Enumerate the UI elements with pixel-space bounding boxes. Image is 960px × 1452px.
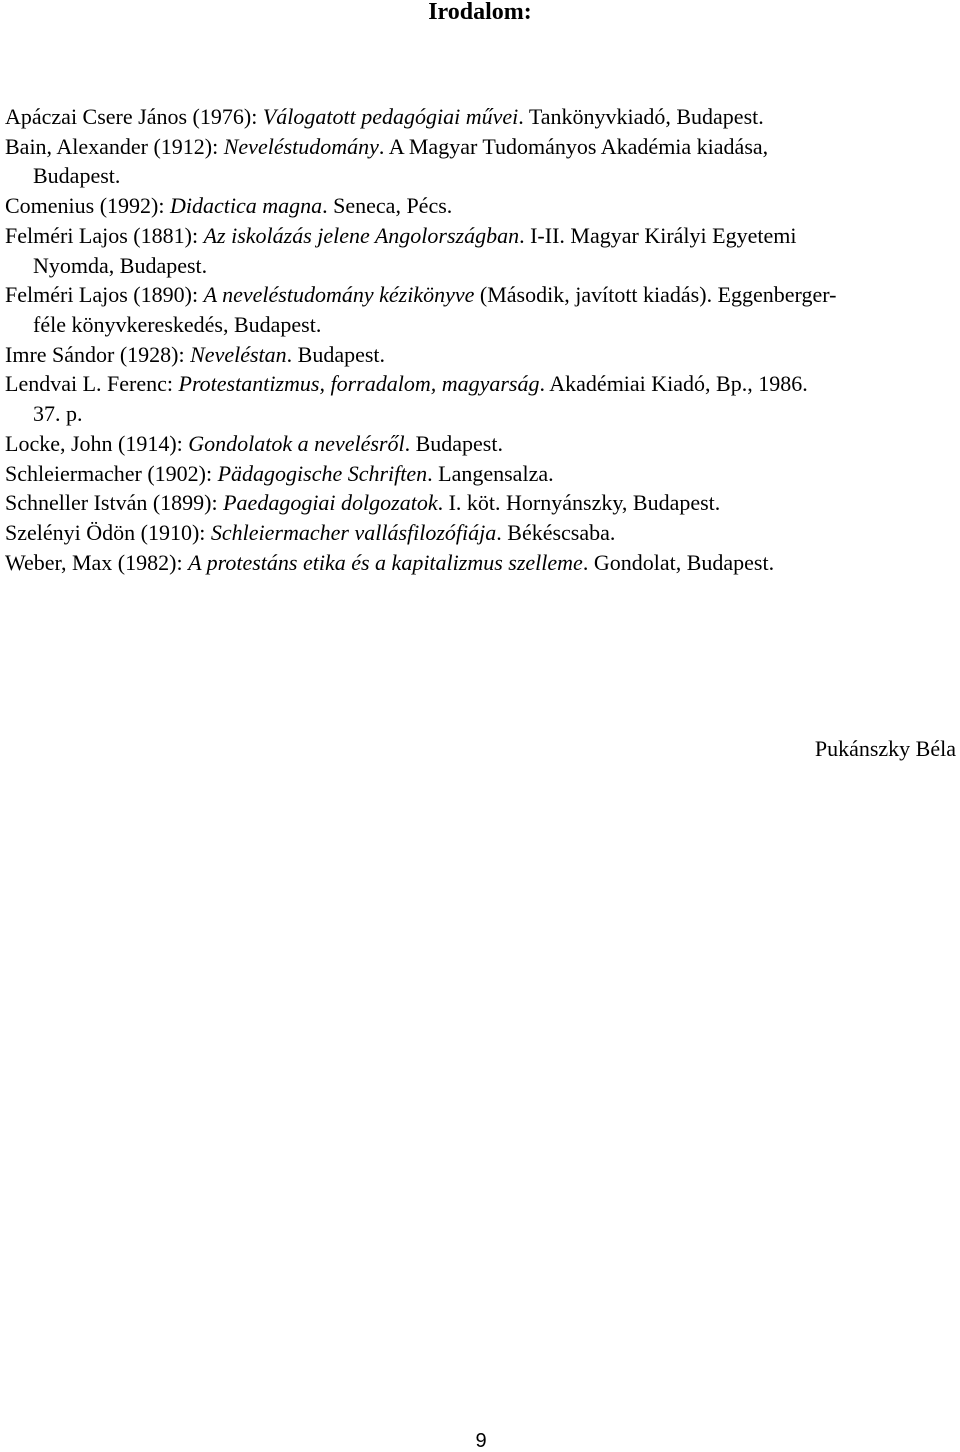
reference-entry — [5, 548, 955, 578]
reference-text: . Gondolat, Budapest. — [582, 549, 775, 575]
reference-text: . I. köt. Hornyánszky, Budapest. — [437, 490, 721, 516]
reference-entry — [5, 102, 955, 132]
reference-title: Schleiermacher vallásfilozófiája — [210, 520, 497, 546]
reference-title: A neveléstudomány kézikönyve — [203, 282, 475, 308]
reference-line — [5, 399, 955, 429]
reference-text: 37. p. — [33, 401, 83, 427]
reference-line — [5, 221, 955, 251]
reference-title: A protestáns etika és a kapitalizmus szelleme — [188, 549, 583, 575]
reference-title: Didactica magna — [170, 193, 323, 219]
reference-text: Schleiermacher (1902): — [5, 460, 218, 486]
reference-entry — [5, 280, 955, 339]
reference-text: Felméri Lajos (1890): — [5, 282, 204, 308]
reference-text: Bain, Alexander (1912): — [5, 133, 224, 159]
reference-text: . Akadémiai Kiadó, Bp., 1986. — [539, 371, 808, 397]
reference-entry — [5, 488, 955, 518]
reference-title: Protestantizmus, forradalom, magyarság — [178, 371, 540, 397]
reference-line — [5, 429, 955, 459]
reference-text: . Langensalza. — [427, 460, 554, 486]
reference-line — [5, 280, 955, 310]
reference-line — [5, 191, 955, 221]
reference-title: Gondolatok a nevelésről — [188, 430, 405, 456]
reference-line — [5, 459, 955, 489]
reference-text: féle könyvkereskedés, Budapest. — [33, 312, 322, 338]
reference-entry — [5, 132, 955, 191]
reference-text: Lendvai L. Ferenc: — [5, 371, 179, 397]
reference-text: Szelényi Ödön (1910): — [5, 520, 211, 546]
reference-entry — [5, 369, 955, 428]
reference-entry — [5, 221, 955, 280]
reference-line — [5, 251, 955, 281]
reference-text: Budapest. — [33, 163, 121, 189]
reference-title: Pädagogische Schriften — [217, 460, 428, 486]
reference-text: (Második, javított kiadás). Eggenberger- — [474, 282, 837, 308]
reference-text: . Budapest. — [286, 341, 386, 367]
reference-entry — [5, 340, 955, 370]
reference-text: . Budapest. — [404, 430, 503, 456]
reference-text: . Békéscsaba. — [496, 520, 616, 546]
reference-text: Felméri Lajos (1881): — [5, 222, 204, 248]
reference-title: Neveléstudomány — [223, 133, 379, 159]
page-number: 9 — [475, 1430, 487, 1452]
reference-line — [5, 488, 955, 518]
author-signature: Pukánszky Béla — [814, 736, 956, 761]
reference-text: Weber, Max (1982): — [5, 549, 189, 575]
reference-text: Comenius (1992): — [5, 193, 170, 219]
reference-line — [5, 518, 955, 548]
reference-title: Az iskolázás jelene Angolországban — [203, 222, 520, 248]
reference-list — [5, 102, 955, 578]
reference-line — [5, 369, 955, 399]
reference-line — [5, 310, 955, 340]
reference-text: Imre Sándor (1928): — [5, 341, 191, 367]
reference-entry — [5, 518, 955, 548]
reference-entry — [5, 191, 955, 221]
reference-title: Válogatott pedagógiai művei — [262, 104, 519, 129]
reference-text: Schneller István (1899): — [5, 490, 224, 516]
reference-text: . A Magyar Tudományos Akadémia kiadása, — [378, 133, 769, 159]
reference-text: Nyomda, Budapest. — [33, 252, 208, 278]
reference-text: . Seneca, Pécs. — [322, 193, 453, 219]
reference-text: . I-II. Magyar Királyi Egyetemi — [519, 222, 797, 248]
reference-title: Paedagogiai dolgozatok — [223, 490, 438, 516]
reference-entry — [5, 459, 955, 489]
reference-entry — [5, 429, 955, 459]
reference-title: Neveléstan — [190, 341, 287, 367]
page-title: Irodalom: — [428, 0, 532, 25]
reference-line — [5, 340, 955, 370]
reference-text: Locke, John (1914): — [5, 430, 189, 456]
reference-text: Apáczai Csere János (1976): — [5, 104, 263, 129]
reference-text: . Tankönyvkiadó, Budapest. — [518, 104, 764, 129]
reference-line — [5, 102, 955, 132]
reference-line — [5, 132, 955, 162]
reference-line — [5, 548, 955, 578]
reference-line — [5, 161, 955, 191]
